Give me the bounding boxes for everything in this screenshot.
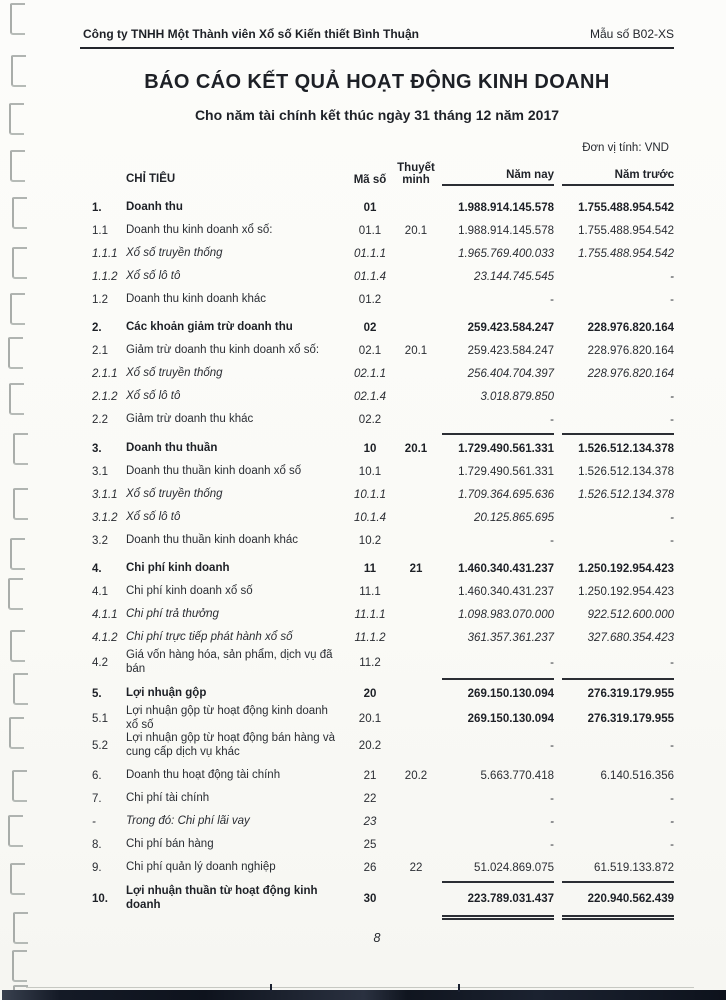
total-double-rule (80, 915, 674, 922)
row-label: Xổ số truyền thống (126, 366, 223, 379)
row-label: Doanh thu kinh doanh xổ số: (126, 223, 273, 236)
page-number: 8 (373, 931, 381, 945)
spacer (80, 881, 126, 883)
binding-hole-mark (11, 55, 26, 87)
binding-hole-mark (8, 337, 23, 369)
column-header-nam-nay: Năm nay (442, 169, 554, 186)
table-row (80, 196, 674, 219)
row-number: 2.2 (92, 413, 108, 426)
spacer (126, 433, 344, 435)
row-label: Các khoản giảm trừ doanh thu (126, 320, 293, 333)
row-ma-so: 02.1.4 (354, 390, 386, 403)
spacer (126, 678, 344, 680)
row-nam-nay: 1.729.490.561.331 (458, 465, 554, 478)
row-number: 4.2 (92, 656, 108, 669)
row-label: Lợi nhuận gộp từ hoạt động bán hàng và cung cấp dịch vụ khác (126, 732, 335, 758)
row-nam-nay: 23.144.745.545 (474, 270, 554, 283)
row-label: Chi phí bán hàng (126, 837, 214, 850)
binding-hole-mark (8, 815, 23, 847)
row-thuyet-minh: 20.1 (404, 344, 428, 357)
scan-edge-tick (458, 984, 460, 992)
row-nam-nay: 1.709.364.695.636 (458, 488, 554, 501)
column-header-chi-tieu: CHỈ TIÊU (126, 172, 176, 185)
row-label: Xổ số truyền thống (126, 487, 223, 500)
row-ma-so: 20 (363, 687, 377, 700)
row-label: Chi phí tài chính (126, 791, 210, 804)
binding-hole-mark (12, 197, 27, 229)
row-nam-nay: 259.423.584.247 (467, 344, 554, 357)
row-ma-so: 02.1.1 (354, 367, 386, 380)
binding-hole-mark (10, 630, 25, 662)
row-ma-so: 10.1.1 (354, 488, 386, 501)
row-nam-truoc: 922.512.600.000 (587, 608, 674, 621)
row-nam-nay: - (550, 656, 554, 669)
row-nam-truoc: - (670, 739, 674, 752)
currency-unit-label: Đơn vị tính: VND (582, 142, 669, 154)
rule-nam-truoc (562, 433, 674, 435)
binding-hole-mark (9, 717, 24, 749)
binding-hole-mark (12, 770, 27, 802)
row-nam-nay: 1.988.914.145.578 (458, 224, 554, 237)
row-ma-so: 26 (363, 861, 377, 874)
table-row (80, 856, 674, 879)
row-nam-truoc: 228.976.820.164 (587, 344, 674, 357)
company-name: Công ty TNHH Một Thành viên Xổ số Kiến thiết Bình Thuận (83, 27, 419, 41)
row-label: Doanh thu (126, 200, 183, 213)
row-number: 3. (92, 442, 102, 455)
row-label: Xổ số lô tô (126, 269, 181, 282)
binding-hole-mark (9, 103, 24, 135)
row-nam-truoc: - (670, 838, 674, 851)
binding-hole-mark (12, 950, 27, 982)
spacer (344, 915, 396, 922)
table-row (80, 385, 674, 408)
binding-hole-mark (13, 673, 28, 705)
table-row (80, 626, 674, 649)
row-ma-so: 01.1.4 (354, 270, 386, 283)
row-nam-truoc: - (670, 792, 674, 805)
table-row (80, 603, 674, 626)
row-nam-nay: 269.150.130.094 (467, 712, 554, 725)
row-ma-so: 10.1.4 (354, 511, 386, 524)
row-label: Giá vốn hàng hóa, sản phẩm, dịch vụ đã bán (126, 649, 333, 675)
binding-hole-mark (13, 912, 28, 944)
binding-hole-mark (9, 383, 24, 415)
row-number: 10. (92, 892, 108, 905)
row-label: Chi phí quản lý doanh nghiệp (126, 860, 276, 873)
table-row (80, 732, 674, 759)
spacer (344, 433, 396, 435)
scan-bottom-edge (2, 990, 726, 1000)
table-row (80, 580, 674, 603)
row-ma-so: 23 (363, 815, 377, 828)
table-row (80, 483, 674, 506)
row-number: 4. (92, 562, 102, 575)
row-label: Doanh thu kinh doanh khác (126, 292, 267, 305)
table-row (80, 557, 674, 580)
row-ma-so: 01.1 (358, 224, 382, 237)
scan-edge-tick (270, 984, 272, 992)
binding-hole-mark (10, 3, 25, 35)
binding-hole-mark (10, 538, 25, 570)
row-number: 1.2 (92, 293, 108, 306)
report-title: BÁO CÁO KẾT QUẢ HOẠT ĐỘNG KINH DOANH (144, 71, 610, 93)
row-number: 1. (92, 201, 102, 214)
row-ma-so: 21 (363, 769, 377, 782)
row-ma-so: 10 (363, 442, 377, 455)
spacer (396, 433, 436, 435)
spacer (396, 915, 436, 922)
row-number: 2.1.2 (92, 390, 118, 403)
row-number: 4.1.1 (92, 608, 118, 621)
column-header-nam-truoc: Năm trước (562, 169, 674, 186)
row-nam-nay: 51.024.869.075 (474, 861, 554, 874)
row-number: 3.1 (92, 465, 108, 478)
paper-edge-shadow (26, 987, 694, 988)
row-ma-so: 10.2 (358, 534, 382, 547)
table-header-row (80, 162, 674, 186)
row-label: Lợi nhuận gộp (126, 686, 207, 699)
spacer (344, 678, 396, 680)
row-number: 2. (92, 321, 102, 334)
row-number: 9. (92, 861, 102, 874)
subtotal-rule (80, 881, 674, 883)
row-number: 8. (92, 838, 102, 851)
row-ma-so: 11.2 (359, 656, 381, 669)
row-label: Chi phí trả thưởng (126, 607, 219, 620)
document-header (80, 0, 674, 41)
row-nam-truoc: 1.526.512.134.378 (578, 442, 674, 455)
row-nam-nay: 223.789.031.437 (467, 892, 554, 905)
row-nam-truoc: 228.976.820.164 (587, 367, 674, 380)
row-label: Lợi nhuận gộp từ hoạt động kinh doanh xổ số (126, 705, 328, 731)
row-label: Doanh thu thuần kinh doanh khác (126, 533, 298, 546)
row-ma-so: 20.1 (358, 712, 382, 725)
table-row (80, 265, 674, 288)
binding-hole-mark (13, 488, 28, 520)
row-label: Doanh thu hoạt động tài chính (126, 768, 281, 781)
row-number: 3.1.1 (92, 488, 118, 501)
row-label: Giảm trừ doanh thu khác (126, 412, 254, 425)
table-row (80, 787, 674, 810)
table-row (80, 682, 674, 705)
table-row (80, 506, 674, 529)
row-thuyet-minh: 20.1 (404, 224, 428, 237)
row-nam-nay: 1.729.490.561.331 (458, 442, 554, 455)
spacer (396, 678, 436, 680)
subtotal-rule (80, 433, 674, 435)
row-ma-so: 02 (363, 321, 377, 334)
row-nam-truoc: - (670, 511, 674, 524)
row-nam-truoc: - (670, 293, 674, 306)
rule-nam-nay (442, 881, 554, 883)
table-body (80, 196, 674, 922)
row-number: 5. (92, 687, 102, 700)
table-row (80, 649, 674, 676)
spacer (80, 433, 126, 435)
header-rule (80, 47, 674, 49)
spacer (80, 678, 126, 680)
row-ma-so: 20.2 (358, 739, 382, 752)
row-thuyet-minh: 20.2 (404, 769, 428, 782)
row-nam-nay: - (550, 838, 554, 851)
column-header-thuyet-minh: Thuyết minh (397, 162, 435, 186)
table-row (80, 885, 674, 912)
row-ma-so: 01 (363, 201, 377, 214)
table-row (80, 810, 674, 833)
table-row (80, 764, 674, 787)
row-nam-nay: 1.460.340.431.237 (458, 562, 554, 575)
table-row (80, 316, 674, 339)
binding-hole-mark (10, 293, 25, 325)
row-number: 2.1.1 (92, 367, 118, 380)
row-thuyet-minh: 20.1 (404, 442, 428, 455)
row-label: Giảm trừ doanh thu kinh doanh xổ số: (126, 343, 320, 356)
row-ma-so: 30 (363, 892, 377, 905)
row-nam-nay: 361.357.361.237 (467, 631, 554, 644)
rule-nam-truoc (562, 678, 674, 680)
row-nam-nay: - (550, 413, 554, 426)
row-number: 4.1 (92, 585, 108, 598)
row-nam-truoc: - (670, 390, 674, 403)
row-label: Lợi nhuận thuần từ hoạt động kinh doanh (126, 885, 318, 911)
binding-hole-mark (13, 433, 28, 465)
row-nam-truoc: - (670, 656, 674, 669)
table-row (80, 288, 674, 311)
row-nam-truoc: - (670, 413, 674, 426)
row-nam-truoc: - (670, 270, 674, 283)
row-number: 1.1 (92, 224, 108, 237)
row-nam-nay: - (550, 293, 554, 306)
row-ma-so: 01.1.1 (354, 247, 386, 260)
row-nam-truoc: - (670, 534, 674, 547)
row-ma-so: 10.1 (358, 465, 382, 478)
row-nam-truoc: 276.319.179.955 (587, 687, 674, 700)
row-nam-nay: 1.965.769.400.033 (458, 247, 554, 260)
spacer (396, 881, 436, 883)
report-page (80, 0, 674, 945)
row-label: Trong đó: Chi phí lãi vay (126, 814, 250, 827)
spacer (344, 881, 396, 883)
row-nam-truoc: 1.755.488.954.542 (578, 224, 674, 237)
table-row (80, 460, 674, 483)
row-nam-truoc: 228.976.820.164 (587, 321, 674, 334)
spacer (126, 881, 344, 883)
row-nam-nay: - (550, 534, 554, 547)
binding-hole-mark (10, 863, 25, 895)
row-nam-truoc: - (670, 815, 674, 828)
row-number: 3.2 (92, 534, 108, 547)
row-nam-nay: - (550, 792, 554, 805)
row-number: 7. (92, 792, 102, 805)
row-number: 5.2 (92, 739, 108, 752)
row-nam-nay: 20.125.865.695 (474, 511, 554, 524)
row-ma-so: 11 (363, 562, 377, 575)
row-nam-truoc: 1.526.512.134.378 (578, 465, 674, 478)
table-row (80, 219, 674, 242)
table-row (80, 705, 674, 732)
binding-hole-mark (8, 578, 23, 610)
row-number: 1.1.2 (92, 270, 118, 283)
rule-nam-nay (442, 678, 554, 680)
rule-nam-truoc (562, 915, 674, 920)
row-nam-truoc: 1.250.192.954.423 (578, 562, 674, 575)
subtotal-rule (80, 678, 674, 680)
row-number: 1.1.1 (92, 247, 118, 260)
row-ma-so: 22 (363, 792, 377, 805)
row-ma-so: 01.2 (358, 293, 382, 306)
report-subtitle: Cho năm tài chính kết thúc ngày 31 tháng 12 năm 2017 (194, 107, 560, 123)
row-ma-so: 25 (363, 838, 377, 851)
table-row (80, 339, 674, 362)
row-number: 2.1 (92, 344, 108, 357)
row-number: 3.1.2 (92, 511, 118, 524)
row-nam-truoc: 61.519.133.872 (594, 861, 674, 874)
row-nam-truoc: 220.940.562.439 (587, 892, 674, 905)
row-nam-truoc: 327.680.354.423 (587, 631, 674, 644)
row-nam-nay: 256.404.704.397 (467, 367, 554, 380)
row-nam-truoc: 276.319.179.955 (587, 712, 674, 725)
row-nam-nay: 259.423.584.247 (467, 321, 554, 334)
binding-hole-mark (12, 247, 27, 279)
row-nam-nay: 269.150.130.094 (467, 687, 554, 700)
row-number: 5.1 (92, 712, 108, 725)
row-nam-nay: 5.663.770.418 (480, 769, 554, 782)
spacer (126, 915, 344, 922)
row-label: Xổ số truyền thống (126, 246, 223, 259)
row-label: Xổ số lô tô (126, 389, 181, 402)
spacer (80, 915, 126, 922)
row-label: Doanh thu thuần kinh doanh xổ số (126, 464, 302, 477)
row-nam-nay: - (550, 815, 554, 828)
row-nam-truoc: 1.755.488.954.542 (578, 247, 674, 260)
row-thuyet-minh: 21 (409, 562, 423, 575)
row-ma-so: 11.1.1 (354, 608, 386, 621)
row-nam-nay: 3.018.879.850 (480, 390, 554, 403)
row-nam-nay: 1.098.983.070.000 (458, 608, 554, 621)
row-label: Chi phí trực tiếp phát hành xổ số (126, 630, 293, 643)
row-nam-nay: - (550, 739, 554, 752)
rule-nam-truoc (562, 881, 674, 883)
binding-hole-mark (10, 150, 25, 182)
row-nam-truoc: 1.755.488.954.542 (578, 201, 674, 214)
table-row (80, 437, 674, 460)
row-label: Doanh thu thuần (126, 441, 218, 454)
row-label: Xổ số lô tô (126, 510, 181, 523)
table-row (80, 362, 674, 385)
row-label: Chi phí kinh doanh xổ số (126, 584, 253, 597)
table-row (80, 408, 674, 431)
rule-nam-nay (442, 915, 554, 920)
table-row (80, 529, 674, 552)
row-nam-nay: 1.460.340.431.237 (458, 585, 554, 598)
row-label: Chi phí kinh doanh (126, 561, 230, 574)
row-nam-truoc: 6.140.516.356 (600, 769, 674, 782)
column-header-ma-so: Mã số (353, 174, 387, 186)
table-row (80, 833, 674, 856)
row-ma-so: 11.1.2 (354, 631, 386, 644)
rule-nam-nay (442, 433, 554, 435)
row-ma-so: 02.2 (358, 413, 382, 426)
row-nam-truoc: 1.250.192.954.423 (578, 585, 674, 598)
row-thuyet-minh: 22 (409, 861, 423, 874)
row-number: - (92, 815, 96, 828)
form-number: Mẫu số B02-XS (589, 27, 674, 41)
row-number: 4.1.2 (92, 631, 118, 644)
row-ma-so: 11.1 (359, 585, 381, 598)
row-nam-nay: 1.988.914.145.578 (458, 201, 554, 214)
row-number: 6. (92, 769, 102, 782)
row-nam-truoc: 1.526.512.134.378 (578, 488, 674, 501)
table-row (80, 242, 674, 265)
row-ma-so: 02.1 (358, 344, 382, 357)
